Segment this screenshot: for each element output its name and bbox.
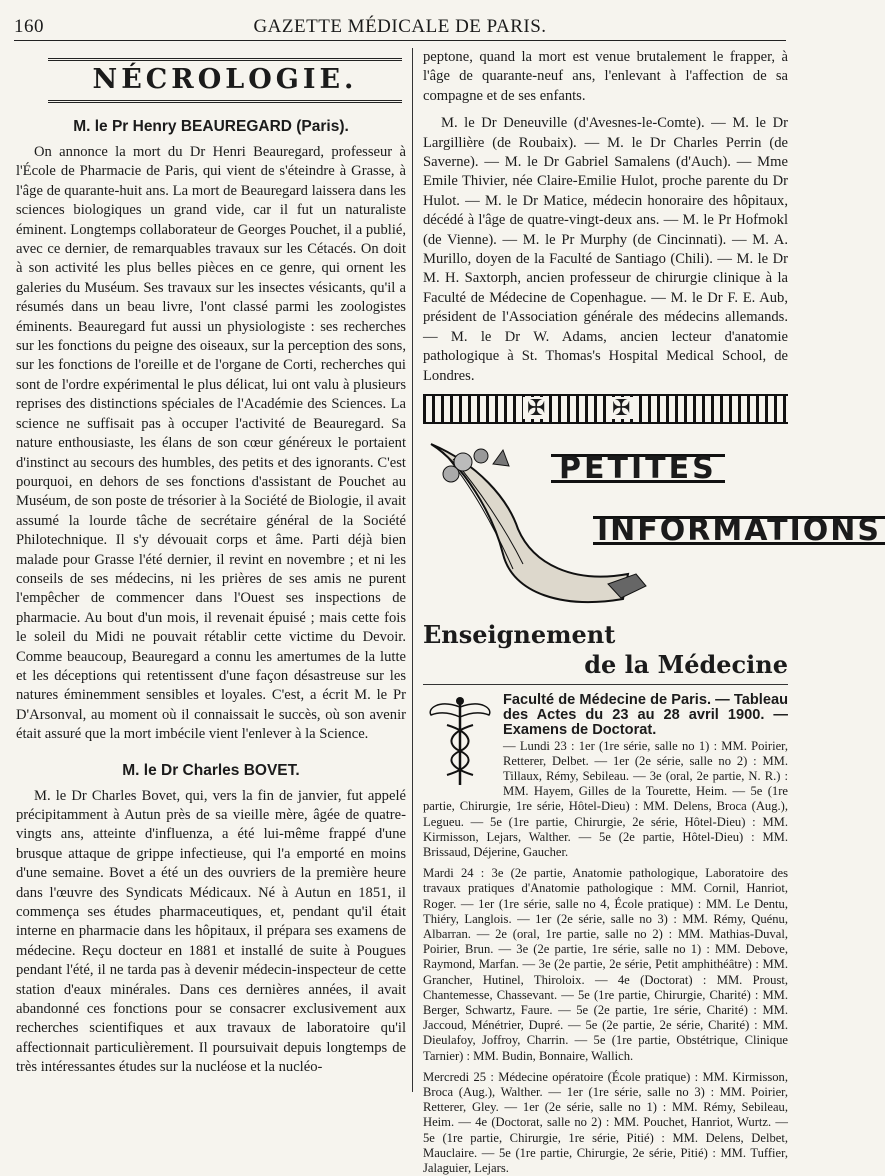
- fleuron-icon: ✠: [608, 397, 634, 419]
- faculty-heading: Faculté de Médecine de Paris. — Tableau des Actes du 23 au 28 avril 1900. — Examens de Doctorat.: [503, 691, 788, 739]
- exam-mercredi: Mercredi 25 : Médecine opératoire (École pratique) : MM. Kirmisson, Broca (Aug.), Walther. — 1er (1re série, salle no 3) : MM. Poirier, Retterer, Gley. — 1er (2e série, salle no 1) : MM. Rémy, Sebileau, Heim. — 4e (Doctorat, salle no 2) : MM. Pouchet, Hanriot, Wurtz. — 5e (1re partie, Chirurgie, 1re série, Pitié) : MM. Delens, Delbet, Mauclaire. — 5e (1re partie, Chirurgie, 2e série, Pitié) : MM. Tuffier, Jalaguier, Lejars.: [423, 1069, 788, 1175]
- right-column: [423, 48, 881, 1175]
- fleuron-icon: ✠: [523, 397, 549, 419]
- obituary-beauregard-title: M. le Pr Henry BEAUREGARD (Paris).: [73, 118, 349, 135]
- necrologie-title: NÉCROLOGIE.: [48, 58, 402, 103]
- banner-word-informations: INFORMATIONS: [593, 516, 885, 545]
- obituary-bovet-title: M. le Dr Charles BOVET.: [122, 761, 300, 779]
- obituary-beauregard-text: On annonce la mort du Dr Henri Beauregard, professeur à l'École de Pharmacie de Paris, qui vient de s'éteindre à Grasse, à l'âge de quarante-huit ans. La mort de Beauregard laissera dans les sciences biologiques un grand vide, car il fut un naturaliste éminent. Longtemps collaborateur de Georges Pouchet, il a publié, avec ce dernier, de remarquables travaux sur les Cétacés. On doit à son activité les plus belles pièces en ce genre, qui ornent les galeries du Muséum. Ses travaux sur les insectes vésicants, qu'il a résumés dans un beau livre, l'ont classé parmi les zoologistes éminents. Beauregard fut aussi un physiologiste : ses recherches sur les fonctions du peigne des oiseaux, sur la perception des sons, sur les fonctions de l'oreille et de l'organe de Corti, recherches qui sont de l'ordre expérimental le plus délicat, lui ont valu à plusieurs reprises des distinctions spéciales de l'Académie des Sciences. La science ne suffisait pas à occuper l'activité de Beauregard. Sa nature enthousiaste, les élans de son cœur généreux le portaient d'instinct au secours des humbles, des petits et des ignorants. C'est pourquoi, en dehors de ses fonctions d'assistant de Pouchet au Muséum, de son poste de trésorier à la Société de Biologie, il avait assumé la lourde tâche de secrétaire général de la Société Philotechnique. Il s'y dévouait corps et âme. Parti déjà bien malade pour Grasse l'été dernier, il revint en novembre ; et ni les conseils de ses médecins, ni les prières de ses amis ne purent l'empêcher de commencer dans l'Ouest ses inspections de pharmacie. Au bout d'un mois, il revenait épuisé ; mais cette fois le soleil du Midi ne pouvait rétablir cette victime du Devoir. Comme beaucoup, Beauregard a connu les amertumes de la lutte et les déceptions qui retentissent d'une façon désastreuse sur les natures éminemment sensibles et loyales. C'est, a écrit M. le Pr D'Arsonval, au moment où il connaissait le succès, où son avenir était assuré que la mort imbécile vient l'enlever à la Science.: [16, 144, 407, 743]
- enseignement-title: Enseignement: [423, 619, 616, 649]
- bovet-continuation: peptone, quand la mort est venue brutalement le frapper, à l'âge de quarante-neuf ans, l'enlevant à l'affection de sa compagne et de ses enfants.: [423, 49, 788, 104]
- obituary-bovet-text: M. le Dr Charles Bovet, qui, vers la fin de janvier, fut appelé précipitamment à Autun près de sa vieille mère, âgée de quatre-vingts ans, atteinte d'influenza, a été lui-même frappé d'une brusque attaque de grippe infectieuse, qui l'a emporté en moins d'une semaine. Bovet a été un des ouvriers de la première heure dans l'œuvre des Syndicats Médicaux. Né à Autun en 1851, il commença ses études pharmaceutiques, et, pendant qu'il était interne en pharmacie dans les hôpitaux, il prépara ses examens de médecine. Reçu docteur en 1881 et installé de suite à Pougues pendant l'été, il ne tarda pas à devenir médecin-inspecteur de cette station d'eaux minérales. Dans ces dernières années, il avait abandonné ces fonctions pour se consacrer exclusivement aux recherches scientifiques et aux travaux de laboratoire qu'il affectionnait particulièrement. Il poursuivait depuis longtemps de très intéressantes études sur la nucléose et la nucléo-: [16, 787, 406, 1076]
- exam-lundi: — Lundi 23 : 1er (1re série, salle no 1) : MM. Poirier, Retterer, Delbet. — 1er (2e série, salle no 2) : MM. Tillaux, Rémy, Sebileau. — 3e (oral, 2e partie, N. R.) : MM. Hayem, Gilles de la Tourette, Heim. — 5e (1re partie, Chirurgie, 1re série, Hôtel-Dieu) : MM. Delens, Broca (Aug.), Legueu. — 5e (1re partie, Chirurgie, 2e série, Hôtel-Dieu) : MM. Kirmisson, Lejars, Walther. — 5e (2e partie, Hôtel-Dieu) : MM. Brissaud, Déjerine, Gaucher.: [423, 738, 788, 859]
- left-column: [16, 48, 406, 1094]
- banner-word-petites: PETITES: [551, 454, 725, 483]
- column-divider: [412, 48, 413, 1092]
- deaths-list: M. le Dr Deneuville (d'Avesnes-le-Comte). — M. le Dr Largillière (de Roubaix). — M. le Dr Charles Perrin (de Saverne). — M. le Dr Gabriel Samalens (d'Auch). — Mme Emile Thivier, née Claire-Emilie Hulot, proche parente du Dr Hulot. — M. le Dr Matice, médecin honoraire des hôpitaux, décédé à l'âge de quatre-vingt-deux ans. — M. le Pr Hofmokl (de Vienne). — M. le Pr Murphy (de Cincinnati). — M. A. Murillo, doyen de la Faculté de Santiago (Chili). — M. le Dr M. H. Saxtorph, ancien professeur de chirurgie clinique à la Faculté de Médecine de Copenhague. — M. le Dr F. E. Aub, président de l'Association générale des médecins allemands. — M. le Dr W. Adams, ancien lecteur d'anatomie pathologique à St. Thomas's Hospital Medical School, de Londres.: [423, 115, 788, 384]
- enseignement-subtitle: de la Médecine: [423, 650, 788, 685]
- journal-title: GAZETTE MÉDICALE DE PARIS.: [253, 16, 547, 37]
- exam-schedule: [423, 693, 788, 1176]
- ornament-band: [423, 394, 788, 424]
- petites-informations-banner: [423, 434, 881, 620]
- caduceus-icon: [423, 695, 497, 787]
- page-header: [14, 14, 786, 41]
- exam-mardi: Mardi 24 : 3e (2e partie, Anatomie pathologique, Laboratoire des travaux pratiques d'Anatomie pathologique : MM. Cornil, Hanriot, Roger. — 1er (1re série, salle no 4, École pratique) : MM. Le Dentu, Thiéry, Langlois. — 1er (2e série, salle no 3) : MM. Rémy, Quénu, Albarran. — 2e (oral, 1re partie, salle no 2) : MM. Mathias-Duval, Poirier, Brun. — 3e (2e partie, 1re série, salle no 1) : MM. Debove, Raymond, Marfan. — 3e (2e partie, 2e série, Petit amphithéâtre) : MM. Grancher, Hutinel, Thiroloix. — 4e (Doctorat) : MM. Proust, Chantemesse, Chassevant. — 5e (1re partie, Chirurgie, Charité) : MM. Berger, Schwartz, Faure. — 5e (2e partie, 1re série, Charité) : MM. Jaccoud, Ménétrier, Dupré. — 5e (2e partie, 2e série, Charité) : MM. Dieulafoy, Joffroy, Charrin. — 5e (1re partie, Obstétrique, Clinique Tarnier) : MM. Budin, Bonnaire, Wallich.: [423, 866, 788, 1063]
- page-number: 160: [14, 16, 44, 37]
